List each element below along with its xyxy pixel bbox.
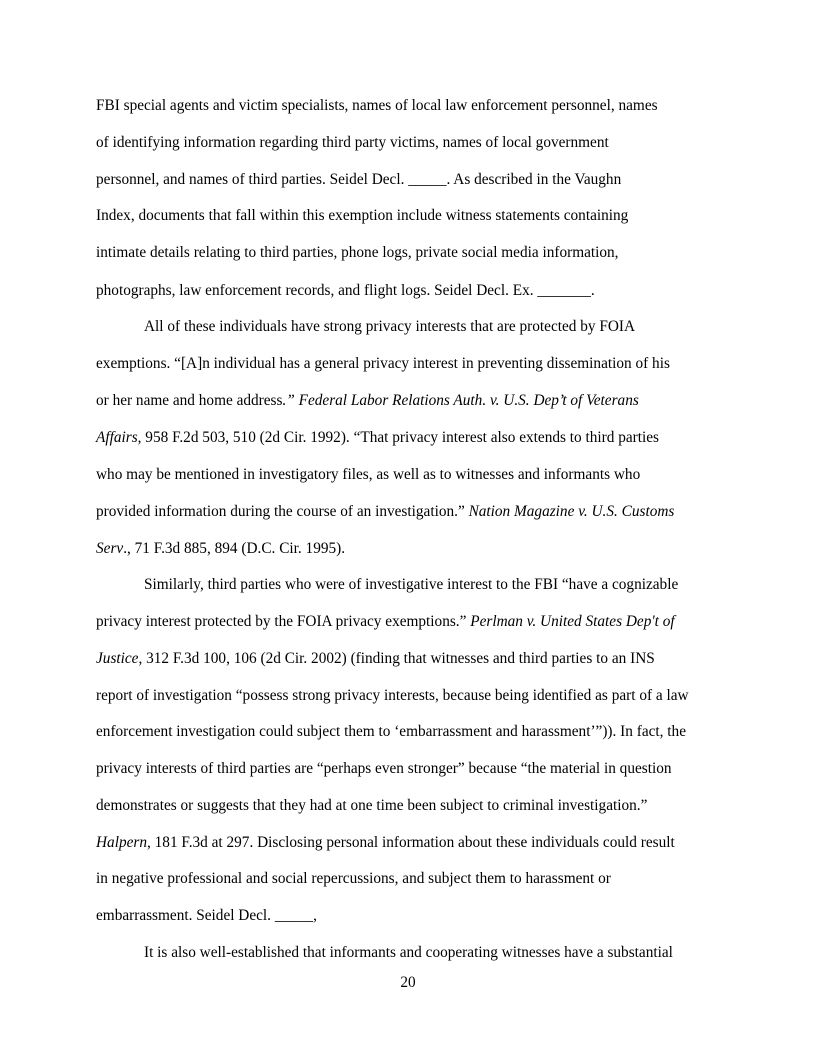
- text-run: provided information during the course of an investigation.”: [96, 503, 469, 520]
- text-line: [96, 355, 670, 373]
- text-run: It is also well-established that informants and cooperating witnesses have a substantial: [144, 944, 673, 961]
- text-run: report of investigation “possess strong privacy interests, because being identified as part of a law: [96, 687, 689, 704]
- text-run: who may be mentioned in investigatory files, as well as to witnesses and informants who: [96, 466, 641, 483]
- text-run: , 312 F.3d 100, 106 (2d Cir. 2002) (finding that witnesses and third parties to an INS: [138, 650, 655, 667]
- text-line: [96, 613, 675, 631]
- text-run: privacy interests of third parties are “perhaps even stronger” because “the material in question: [96, 760, 672, 777]
- italic-run: Perlman v. United States Dep't of: [470, 613, 675, 630]
- text-line: [96, 207, 628, 225]
- text-line: [96, 97, 658, 115]
- text-run: exemptions. “[A]n individual has a general privacy interest in preventing dissemination of his: [96, 355, 670, 372]
- text-run: privacy interest protected by the FOIA privacy exemptions.”: [96, 613, 471, 630]
- text-line: [96, 540, 345, 558]
- text-line: [96, 466, 640, 484]
- text-run: photographs, law enforcement records, and flight logs. Seidel Decl. Ex. _______.: [96, 282, 595, 299]
- text-line: [96, 760, 672, 778]
- text-line: [96, 650, 655, 668]
- paragraph-first-line: [144, 576, 678, 594]
- text-run: ., 71 F.3d 885, 894 (D.C. Cir. 1995).: [123, 540, 346, 557]
- text-line: [96, 429, 659, 447]
- text-line: [96, 171, 621, 189]
- text-line: [96, 870, 611, 888]
- italic-run: Serv: [96, 540, 124, 557]
- text-run: embarrassment. Seidel Decl. _____,: [96, 907, 317, 924]
- text-line: [96, 723, 686, 741]
- text-line: [96, 687, 689, 705]
- text-run: enforcement investigation could subject them to ‘embarrassment and harassment’”)). In fact, the: [96, 723, 686, 740]
- text-run: Index, documents that fall within this exemption include witness statements containing: [96, 207, 629, 224]
- italic-run: Halpern: [96, 834, 147, 851]
- text-run: or her name and home address: [96, 392, 283, 409]
- italic-run: .” Federal Labor Relations Auth. v. U.S. Dep’t of Veterans: [282, 392, 639, 409]
- page-number: 20: [400, 974, 416, 991]
- italic-run: Justice: [96, 650, 139, 667]
- text-line: [96, 907, 317, 925]
- text-run: Similarly, third parties who were of investigative interest to the FBI “have a cognizable: [144, 576, 679, 593]
- text-run: of identifying information regarding third party victims, names of local government: [96, 134, 609, 151]
- italic-run: Nation Magazine v. U.S. Customs: [468, 503, 675, 520]
- text-line: [96, 503, 674, 521]
- text-run: demonstrates or suggests that they had at one time been subject to criminal investigation.”: [96, 797, 648, 814]
- text-run: , 958 F.2d 503, 510 (2d Cir. 1992). “That privacy interest also extends to third parties: [137, 429, 659, 446]
- text-run: personnel, and names of third parties. Seidel Decl. _____. As described in the Vaughn: [96, 171, 622, 188]
- text-line: [96, 797, 647, 815]
- italic-run: Affairs: [96, 429, 138, 446]
- text-run: , 181 F.3d at 297. Disclosing personal information about these individuals could result: [147, 834, 675, 851]
- text-line: [96, 392, 639, 410]
- text-line: [96, 134, 609, 152]
- text-line: [96, 282, 595, 300]
- text-run: FBI special agents and victim specialists, names of local law enforcement personnel, names: [96, 97, 658, 114]
- paragraph-first-line: [144, 944, 673, 962]
- paragraph-first-line: [144, 318, 635, 336]
- text-run: in negative professional and social repercussions, and subject them to harassment or: [96, 870, 611, 887]
- text-line: [96, 244, 619, 262]
- text-line: [96, 834, 675, 852]
- text-run: All of these individuals have strong privacy interests that are protected by FOIA: [144, 318, 636, 335]
- text-run: intimate details relating to third parties, phone logs, private social media information,: [96, 244, 619, 261]
